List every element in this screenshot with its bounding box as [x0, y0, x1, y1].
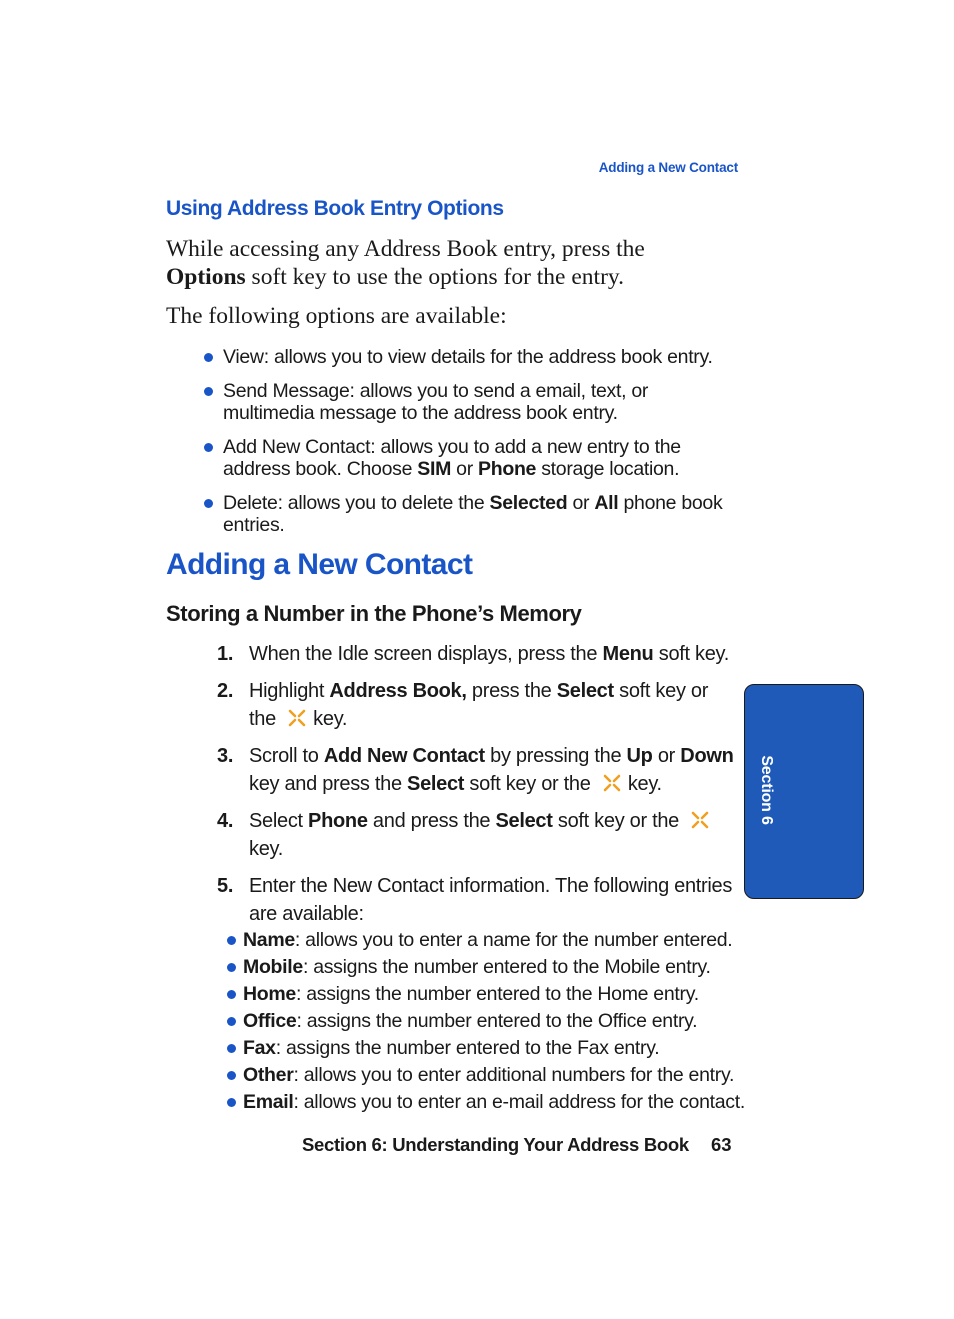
option-text: or	[451, 458, 479, 480]
bullet-icon	[204, 387, 213, 396]
option-text: or	[567, 492, 595, 514]
step-text: key.	[313, 708, 348, 730]
entry-label: Mobile	[243, 956, 303, 978]
step-text: soft key.	[653, 643, 730, 665]
entry-label: Email	[243, 1091, 294, 1113]
navigation-key-icon	[287, 708, 307, 728]
options-keyword: Options	[166, 264, 246, 290]
subsection-title: Using Address Book Entry Options	[166, 197, 504, 220]
step-text: soft key or the	[249, 679, 709, 730]
option-text: Send Message: allows you to send a email, text, or multimedia message to the address book entry.	[223, 380, 649, 424]
intro-paragraph	[166, 235, 726, 291]
step-text: or	[652, 744, 681, 767]
step-text: soft key or the	[464, 773, 591, 795]
list-item	[203, 380, 743, 424]
step-item	[217, 872, 737, 929]
bullet-icon	[227, 963, 236, 972]
list-item	[226, 956, 756, 978]
step-bold: Up	[626, 744, 653, 767]
step-text: and press the	[367, 809, 496, 832]
entry-text: : allows you to enter a name for the number entered.	[294, 929, 733, 951]
step-number: 1.	[217, 643, 234, 665]
option-text: View: allows you to view details for the address book entry.	[223, 346, 713, 368]
list-item	[226, 929, 756, 951]
entry-text: : assigns the number entered to the Mobile entry.	[302, 956, 711, 978]
step-bold: Phone	[308, 809, 368, 832]
step-text: When the Idle screen displays, press the	[249, 643, 603, 665]
entry-text: : assigns the number entered to the Fax entry.	[275, 1037, 660, 1059]
subheading: Storing a Number in the Phone’s Memory	[166, 601, 582, 626]
entry-text: : assigns the number entered to the Office entry.	[296, 1010, 698, 1032]
section-heading: Adding a New Contact	[166, 548, 473, 581]
page-number: 63	[711, 1134, 732, 1155]
list-item	[226, 1037, 756, 1059]
list-item	[226, 1010, 756, 1032]
entry-label: Office	[243, 1010, 297, 1032]
step-number: 2.	[217, 679, 234, 702]
entry-list	[226, 929, 756, 1118]
entry-label: Fax	[243, 1037, 276, 1059]
step-text: key.	[627, 773, 662, 795]
step-number: 4.	[217, 809, 234, 832]
entry-label: Name	[243, 929, 295, 951]
step-bold: Select	[407, 773, 465, 795]
bullet-icon	[227, 936, 236, 945]
option-bold: Phone	[478, 458, 537, 480]
option-bold: SIM	[417, 458, 452, 480]
option-text: Add New Contact: allows you to add a new entry to the address book. Choose	[223, 436, 681, 480]
step-text: Scroll to	[249, 744, 324, 767]
step-text: Highlight	[249, 679, 330, 702]
bullet-icon	[227, 1098, 236, 1107]
entry-label: Other	[243, 1064, 294, 1086]
bullet-icon	[227, 1071, 236, 1080]
bullet-icon	[204, 443, 213, 452]
entry-label: Home	[243, 983, 296, 1005]
option-text: Delete: allows you to delete the	[223, 492, 490, 514]
list-item	[226, 1091, 756, 1113]
step-text: press the	[466, 679, 557, 702]
navigation-key-icon	[602, 773, 622, 793]
options-intro: The following options are available:	[166, 303, 507, 329]
list-item	[203, 492, 743, 536]
footer-title: Section 6: Understanding Your Address Book	[302, 1134, 689, 1155]
intro-text: While accessing any Address Book entry, press the	[166, 236, 645, 262]
step-text: key and press the	[249, 773, 408, 795]
step-bold: Select	[495, 809, 553, 832]
bullet-icon	[204, 499, 213, 508]
running-header: Adding a New Contact	[598, 160, 738, 175]
step-text: soft key or the	[552, 809, 679, 832]
entry-text: : allows you to enter additional numbers for the entry.	[293, 1064, 735, 1086]
entry-text: : allows you to enter an e-mail address for the contact.	[293, 1091, 745, 1113]
navigation-key-icon	[690, 810, 710, 830]
step-text: by pressing the	[484, 744, 627, 767]
step-item	[217, 742, 737, 799]
entry-text: : assigns the number entered to the Home entry.	[295, 983, 699, 1005]
step-text: key.	[249, 838, 283, 860]
list-item	[203, 436, 743, 480]
step-number: 3.	[217, 744, 234, 767]
option-text: phone book entries.	[223, 492, 723, 536]
intro-text-end: soft key to use the options for the entry.	[245, 264, 624, 290]
bullet-icon	[227, 1017, 236, 1026]
step-bold: Down	[680, 744, 734, 767]
options-list	[203, 346, 743, 548]
step-text: Select	[249, 809, 309, 832]
option-bold: All	[594, 492, 619, 514]
option-text: storage location.	[536, 458, 680, 480]
list-item	[226, 1064, 756, 1086]
option-bold: Selected	[489, 492, 568, 514]
bullet-icon	[204, 353, 213, 362]
list-item	[226, 983, 756, 1005]
step-item	[217, 640, 737, 669]
step-bold: Select	[556, 679, 614, 702]
step-item	[217, 677, 737, 734]
step-bold: Address Book,	[329, 679, 467, 702]
step-item	[217, 807, 737, 864]
bullet-icon	[227, 1044, 236, 1053]
step-text: Enter the New Contact information. The following entries are available:	[249, 874, 733, 925]
step-number: 5.	[217, 874, 234, 897]
list-item	[203, 346, 743, 368]
section-tab-label: Section 6	[758, 755, 775, 825]
step-bold: Add New Contact	[323, 744, 485, 767]
bullet-icon	[227, 990, 236, 999]
step-bold: Menu	[602, 643, 654, 665]
steps-list	[217, 640, 737, 937]
